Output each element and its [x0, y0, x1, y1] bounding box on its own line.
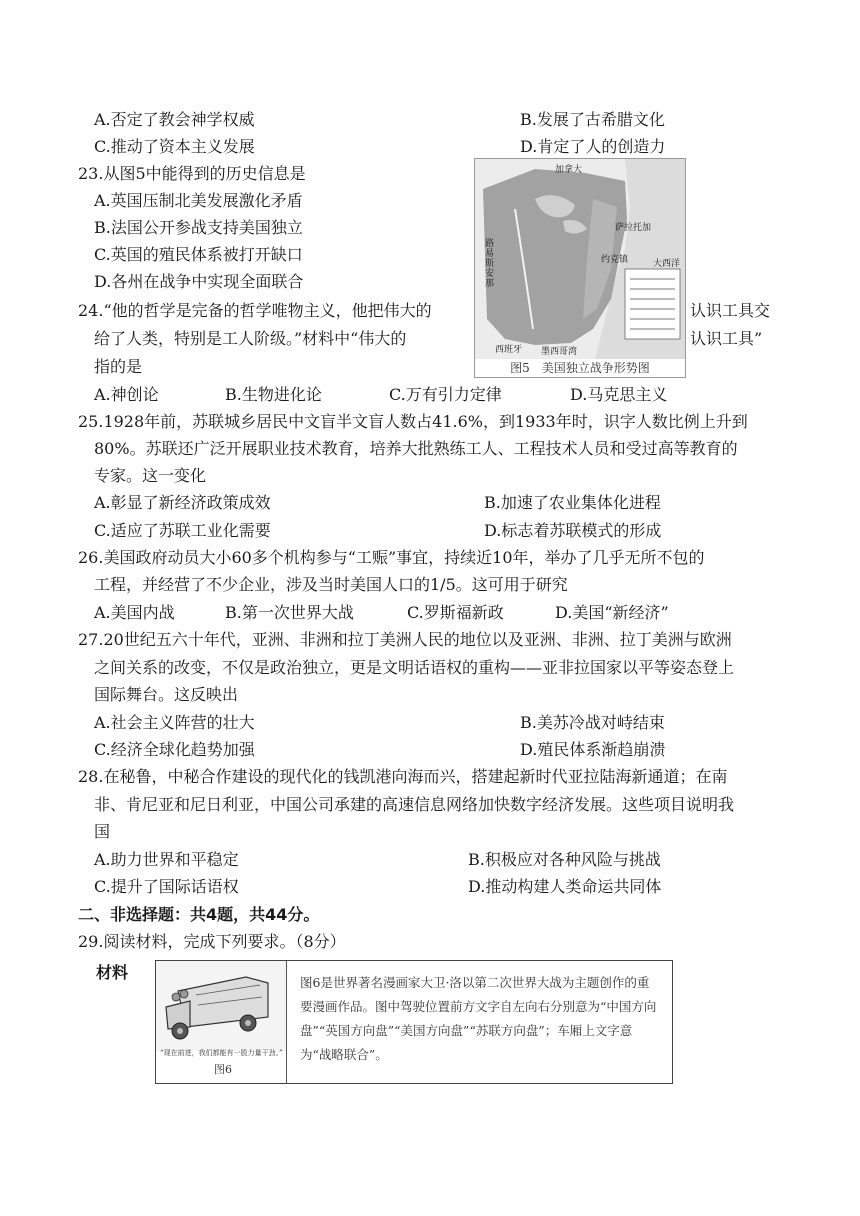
- q28-option-d: D.推动构建人类命运共同体: [468, 877, 662, 896]
- map-label-region: 路易斯安那: [485, 239, 495, 289]
- q22-option-d: D.肯定了人的创造力: [520, 137, 666, 156]
- map-label-canada: 加拿大: [555, 165, 583, 175]
- q28-option-a: A.助力世界和平稳定: [94, 850, 239, 869]
- cartoon-figure-6: [156, 961, 287, 1083]
- map-label-mexico: 墨西哥湾: [541, 347, 578, 357]
- q24-option-b: B.生物进化论: [225, 385, 322, 404]
- material-box: [155, 960, 673, 1084]
- figure-6-label: 图6: [214, 1063, 232, 1076]
- q25-line1: 25.1928年前，苏联城乡居民中文盲半文盲人数占41.6%，到1933年时，识字人数比例上升到: [78, 412, 748, 431]
- q25-line3: 专家。这一变化: [94, 466, 207, 485]
- q26-line1: 26.美国政府动员大小60多个机构参与“工赈”事宜，持续近10年，举办了几乎无所不包的: [78, 548, 705, 567]
- q25-option-d: D.标志着苏联模式的形成: [484, 521, 662, 540]
- q25-option-b: B.加速了农业集体化进程: [484, 493, 661, 512]
- q25-option-a: A.彰显了新经济政策成效: [94, 493, 271, 512]
- q28-option-c: C.提升了国际话语权: [94, 877, 239, 896]
- q24-line2-left: 给了人类，特别是工人阶级。”材料中“伟大的: [94, 329, 407, 348]
- q27-option-c: C.经济全球化趋势加强: [94, 740, 255, 759]
- q24-option-c: C.万有引力定律: [389, 385, 502, 404]
- section-2-heading: 二、非选择题：共4题，共44分。: [78, 905, 320, 924]
- q27-option-a: A.社会主义阵营的壮大: [94, 713, 255, 732]
- q22-option-b: B.发展了古希腊文化: [520, 110, 665, 129]
- q29-stem: 29.阅读材料，完成下列要求。（8分）: [78, 932, 346, 951]
- q27-line2: 之间关系的改变，不仅是政治独立，更是文明话语权的重构——亚非拉国家以平等姿态登上: [94, 658, 735, 677]
- q25-option-c: C.适应了苏联工业化需要: [94, 521, 271, 540]
- figure-5-map: [474, 158, 686, 378]
- q27-line3: 国际舞台。这反映出: [94, 685, 239, 704]
- q28-option-b: B.积极应对各种风险与挑战: [468, 850, 661, 869]
- q24-line1-right: 认识工具交: [690, 301, 771, 320]
- map-label-atlantic: 大西洋: [653, 259, 681, 269]
- map-label-spain: 西班牙: [495, 345, 523, 355]
- q22-option-a: A.否定了教会神学权威: [94, 110, 255, 129]
- q27-line1: 27.20世纪五六十年代，亚洲、非洲和拉丁美洲人民的地位以及亚洲、非洲、拉丁美洲与欧洲: [78, 630, 732, 649]
- cartoon-truck-drawing: [156, 961, 286, 1051]
- material-text: 图6是世界著名漫画家大卫·洛以第二次世界大战为主题创作的重要漫画作品。图中驾驶位置前方文字自左向右分别意为“中国方向盘”“英国方向盘”“美国方向盘”“苏联方向盘”；车厢上文字意为“战略联合”。: [300, 975, 657, 1062]
- q24-line3: 指的是: [94, 357, 143, 376]
- cartoon-caption: “现在前进，我们都能有一股力量干劲。”: [160, 1049, 283, 1057]
- q23-option-a: A.英国压制北美发展激化矛盾: [94, 191, 303, 210]
- figure-5-caption: 图5 美国独立战争形势图: [475, 359, 685, 377]
- q23-option-c: C.英国的殖民体系被打开缺口: [94, 245, 303, 264]
- q24-line1-left: 24.“他的哲学是完备的哲学唯物主义，他把伟大的: [78, 301, 432, 320]
- q24-option-a: A.神创论: [94, 385, 159, 404]
- q22-option-c: C.推动了资本主义发展: [94, 137, 255, 156]
- q28-line2: 非、肯尼亚和尼日利亚，中国公司承建的高速信息网络加快数字经济发展。这些项目说明我: [94, 795, 735, 814]
- map-label-yorktown: 约克镇: [601, 255, 629, 265]
- q23-option-b: B.法国公开参战支持美国独立: [94, 218, 303, 237]
- q24-line2-right: 认识工具”: [690, 329, 763, 348]
- q28-line1: 28.在秘鲁，中秘合作建设的现代化的钱凯港向海而兴，搭建起新时代亚拉陆海新通道；在南: [78, 767, 728, 786]
- q26-line2: 工程，并经营了不少企业，涉及当时美国人口的1/5。这可用于研究: [94, 575, 568, 594]
- q28-line3: 国: [94, 822, 111, 841]
- q26-option-b: B.第一次世界大战: [225, 603, 354, 622]
- q27-option-b: B.美苏冷战对峙结束: [520, 713, 665, 732]
- q25-line2: 80%。苏联还广泛开展职业技术教育，培养大批熟练工人、工程技术人员和受过高等教育的: [94, 439, 738, 458]
- material-label: 材料: [96, 963, 129, 982]
- q24-option-d: D.马克思主义: [570, 385, 668, 404]
- q23-option-d: D.各州在战争中实现全面联合: [94, 272, 304, 291]
- q23-stem: 23.从图5中能得到的历史信息是: [78, 164, 306, 183]
- q26-option-c: C.罗斯福新政: [407, 603, 504, 622]
- q26-option-d: D.美国“新经济”: [555, 603, 669, 622]
- q27-option-d: D.殖民体系渐趋崩溃: [520, 740, 666, 759]
- map-label-saratoga: 萨拉托加: [615, 223, 652, 233]
- q26-option-a: A.美国内战: [94, 603, 175, 622]
